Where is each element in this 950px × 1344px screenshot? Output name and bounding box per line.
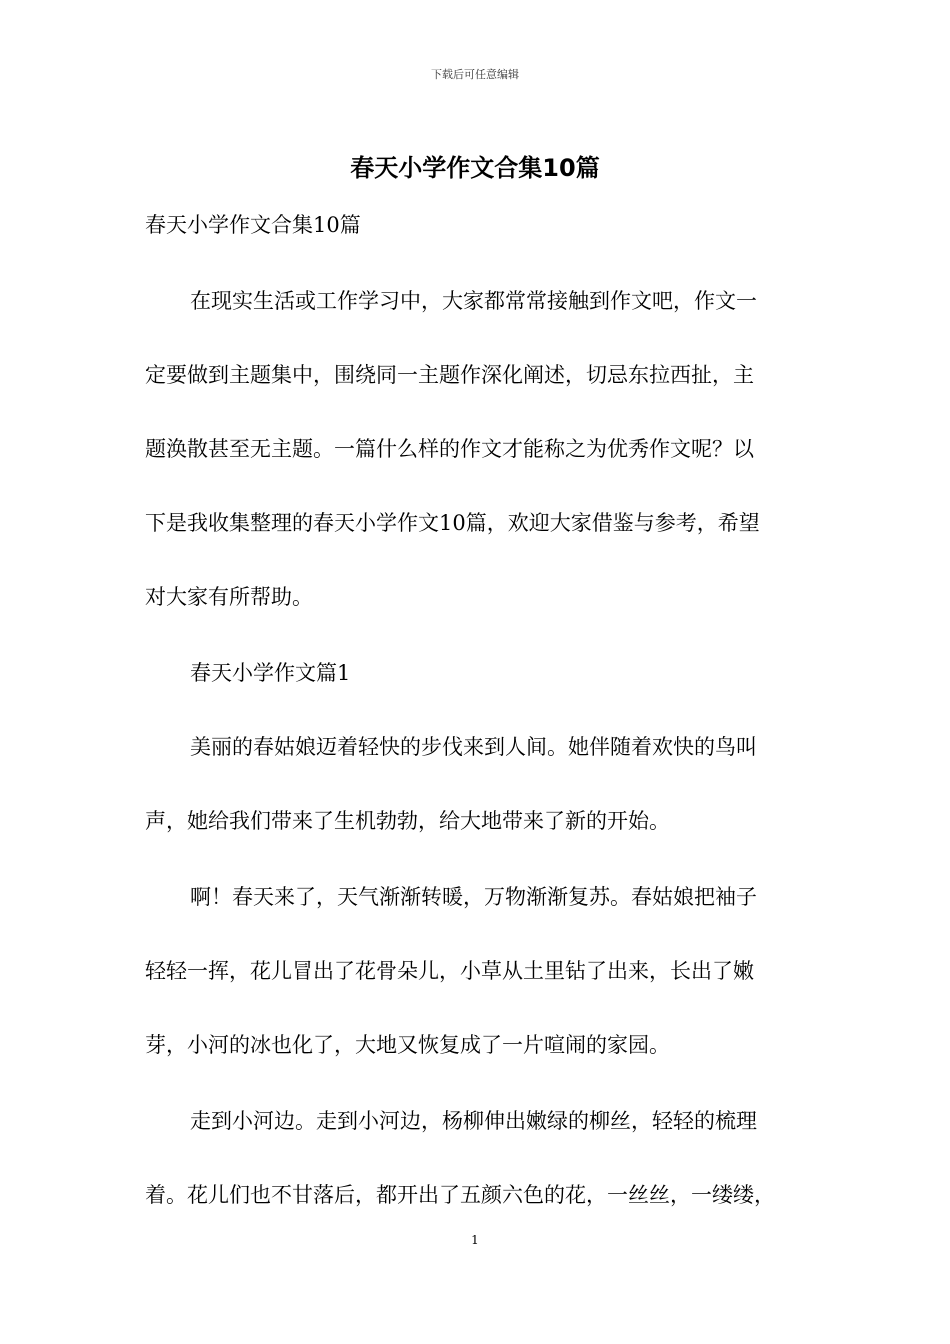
document-title: 春天小学作文合集10篇 [350,154,600,182]
document-subtitle: 春天小学作文合集10篇 [145,213,361,237]
paragraph-line: 声，她给我们带来了生机勃勃，给大地带来了新的开始。 [145,809,670,833]
page-number: 1 [471,1233,479,1247]
paragraph-line: 下是我收集整理的春天小学作文10篇，欢迎大家借鉴与参考，希望 [145,511,760,535]
paragraph-line: 对大家有所帮助。 [145,585,313,609]
paragraph-line: 轻轻一挥，花儿冒出了花骨朵儿，小草从土里钻了出来，长出了嫩 [145,959,754,983]
section-heading: 春天小学作文篇1 [190,661,351,685]
paragraph-line: 定要做到主题集中，围绕同一主题作深化阐述，切忌东拉西扯，主 [145,363,754,387]
paragraph-line: 题涣散甚至无主题。一篇什么样的作文才能称之为优秀作文呢？以 [145,437,754,461]
page-header: 下载后可任意编辑 [431,68,519,81]
paragraph-line: 啊！春天来了，天气渐渐转暖，万物渐渐复苏。春姑娘把袖子 [190,885,757,909]
paragraph-line: 在现实生活或工作学习中，大家都常常接触到作文吧，作文一 [190,289,757,313]
paragraph-line: 走到小河边。走到小河边，杨柳伸出嫩绿的柳丝，轻轻的梳理 [190,1109,757,1133]
paragraph-line: 美丽的春姑娘迈着轻快的步伐来到人间。她伴随着欢快的鸟叫 [190,735,757,759]
paragraph-line: 着。花儿们也不甘落后，都开出了五颜六色的花，一丝丝，一缕缕， [145,1183,775,1207]
paragraph-line: 芽，小河的冰也化了，大地又恢复成了一片喧闹的家园。 [145,1033,670,1057]
